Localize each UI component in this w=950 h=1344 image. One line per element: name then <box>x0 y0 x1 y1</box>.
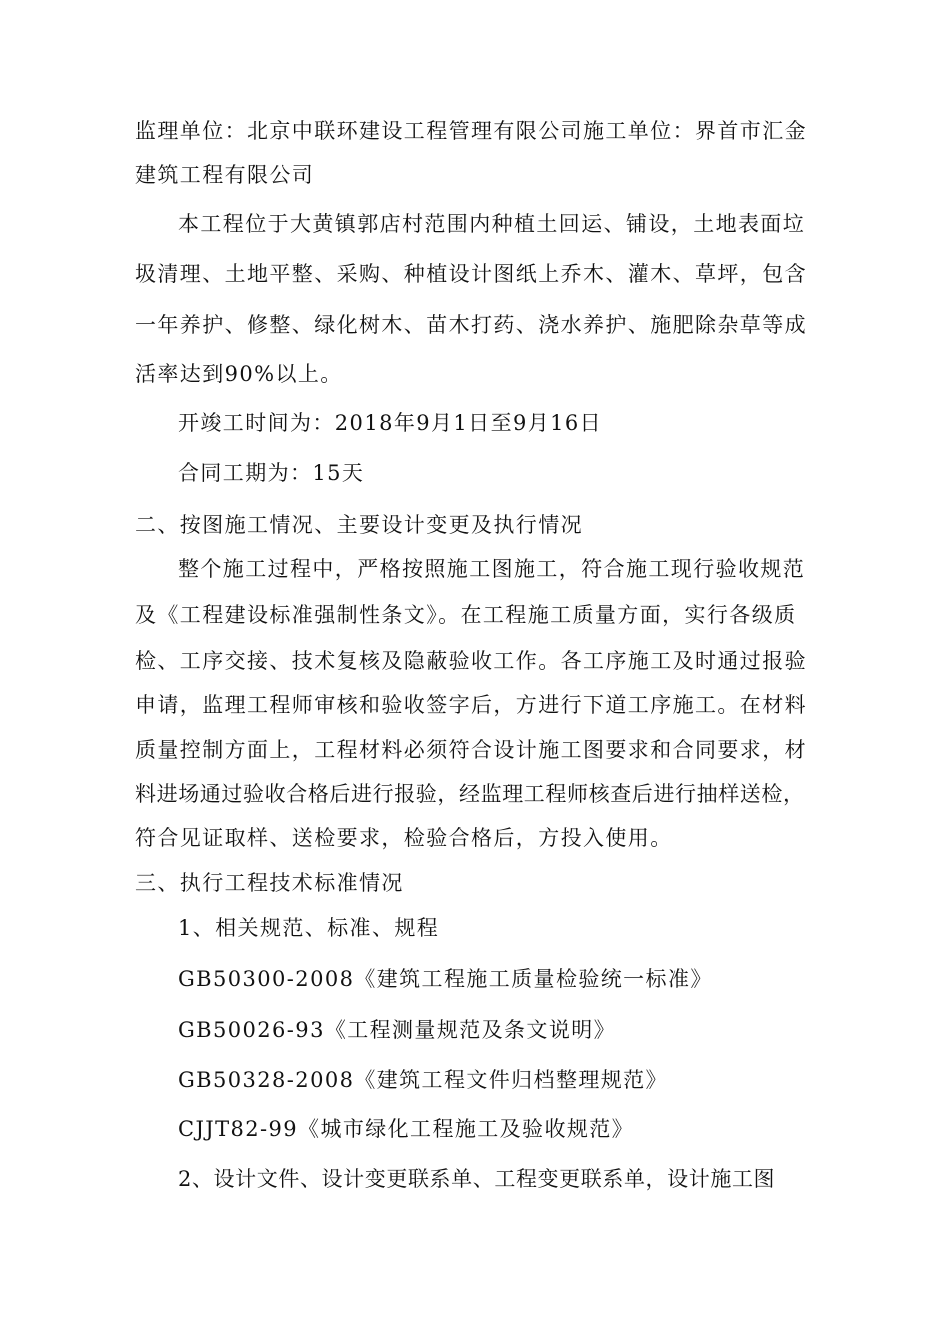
section-2-heading: 二、按图施工情况、主要设计变更及执行情况 <box>135 513 583 537</box>
section-2-line-3: 检、工序交接、技术复核及隐蔽验收工作。各工序施工及时通过报验 <box>135 649 807 673</box>
section-3-item-2: 2、设计文件、设计变更联系单、工程变更联系单，设计施工图 <box>178 1167 776 1191</box>
units-line-2: 建筑工程有限公司 <box>135 163 315 187</box>
overview-line-3: 一年养护、修整、绿化树木、苗木打药、浇水养护、施肥除杂草等成 <box>135 313 807 337</box>
contract-period: 合同工期为：15天 <box>178 461 365 485</box>
standard-gb50026: GB50026-93《工程测量规范及条文说明》 <box>178 1018 617 1042</box>
section-2-line-5: 质量控制方面上，工程材料必须符合设计施工图要求和合同要求，材 <box>135 738 807 762</box>
overview-line-4: 活率达到90%以上。 <box>135 362 343 386</box>
units-line-1: 监理单位：北京中联环建设工程管理有限公司施工单位：界首市汇金 <box>135 119 807 143</box>
section-3-heading: 三、执行工程技术标准情况 <box>135 871 404 895</box>
schedule-dates: 开竣工时间为：2018年9月1日至9月16日 <box>178 411 603 435</box>
section-2-line-2: 及《工程建设标准强制性条文》。在工程施工质量方面，实行各级质 <box>135 603 797 627</box>
standard-cjjt82: CJJT82-99《城市绿化工程施工及验收规范》 <box>178 1117 635 1141</box>
standard-gb50328: GB50328-2008《建筑工程文件归档整理规范》 <box>178 1068 668 1092</box>
standard-gb50300: GB50300-2008《建筑工程施工质量检验统一标准》 <box>178 967 713 991</box>
section-2-line-6: 料进场通过验收合格后进行报验，经监理工程师核查后进行抽样送检， <box>135 782 805 806</box>
section-2-line-4: 申请，监理工程师审核和验收签字后，方进行下道工序施工。在材料 <box>135 693 807 717</box>
section-3-item-1: 1、相关规范、标准、规程 <box>178 916 440 940</box>
section-2-line-1: 整个施工过程中，严格按照施工图施工，符合施工现行验收规范 <box>178 557 806 581</box>
overview-line-2: 圾清理、土地平整、采购、种植设计图纸上乔木、灌木、草坪，包含 <box>135 262 807 286</box>
overview-line-1: 本工程位于大黄镇郭店村范围内种植土回运、铺设，土地表面垃 <box>178 212 806 236</box>
section-2-line-7: 符合见证取样、送检要求，检验合格后，方投入使用。 <box>135 826 673 850</box>
